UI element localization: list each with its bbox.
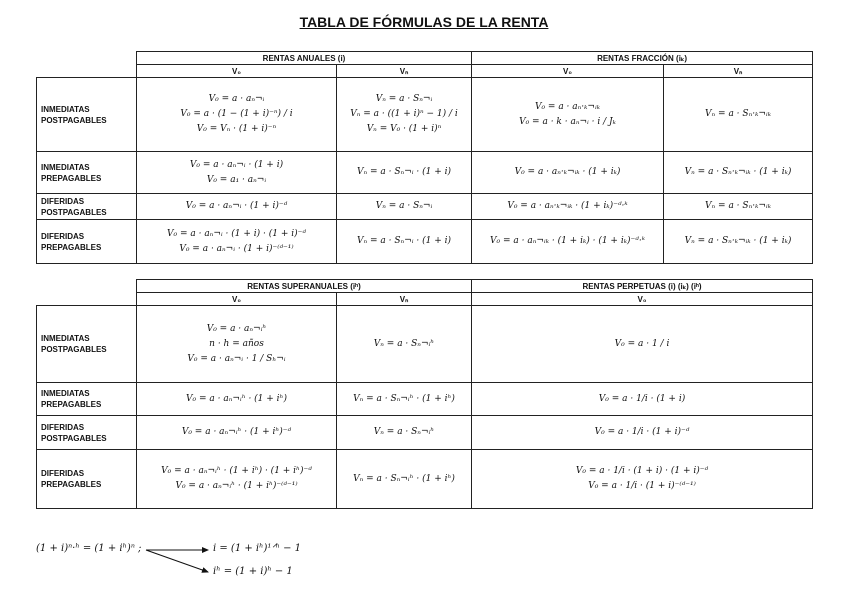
formula: V₀ = a · aₙ¬ᵢ · (1 + i)⁻⁽ᵈ⁻¹⁾ xyxy=(179,243,294,254)
row-label-line: INMEDIATAS xyxy=(41,162,90,172)
row-label-line: DIFERIDAS xyxy=(41,196,85,206)
col-header-vn: Vₙ xyxy=(664,65,813,78)
row-label-line: DIFERIDAS xyxy=(41,231,85,241)
group-header-rentas-fraccion: RENTAS FRACCIÓN (iₖ) xyxy=(472,52,813,65)
formula-ih: iʰ = (1 + i)ʰ − 1 xyxy=(213,566,293,577)
formula: Vₙ = V₀ · (1 + i)ⁿ xyxy=(366,124,442,134)
formula: V₀ = Vₙ · (1 + i)⁻ⁿ xyxy=(196,124,277,134)
row-label-line: POSTPAGABLES xyxy=(41,433,107,443)
formula: V₀ = a · (1 − (1 + i)⁻ⁿ) / i xyxy=(180,109,293,119)
row-label-line: PREPAGABLES xyxy=(41,480,102,489)
col-header-vn: Vₙ xyxy=(337,65,472,78)
formula: V₀ = a · aₙ·ₖ¬ᵢₖ · (1 + iₖ)⁻ᵈ·ᵏ xyxy=(507,201,628,211)
formula: V₀ = a · aₙ·ₖ¬ᵢₖ xyxy=(534,101,601,112)
col-header-vn: Vₙ xyxy=(337,293,472,306)
page-title: TABLA DE FÓRMULAS DE LA RENTA xyxy=(299,14,549,30)
arrow-to-ih xyxy=(146,550,208,572)
group-header-rentas-perpetuas: RENTAS PERPETUAS (i) (iₖ) (iʰ) xyxy=(472,280,813,293)
formula: Vₙ = a · Sₙ¬ᵢʰ xyxy=(373,338,435,349)
formula: V₀ = a · 1/i · (1 + i) xyxy=(598,393,686,404)
formula: V₀ = a · k · aₙ¬ᵢ · i / Jₖ xyxy=(519,116,616,127)
formula: V₀ = a · aₙ¬ᵢʰ · (1 + iʰ) xyxy=(186,393,287,404)
row-label-line: PREPAGABLES xyxy=(41,400,102,409)
formula: V₀ = a · aₙ¬ᵢ · 1 / Sₕ¬ᵢ xyxy=(187,353,286,364)
formula: V₀ = a · aₙ¬ᵢ · (1 + i)⁻ᵈ xyxy=(185,201,288,211)
formula: V₀ = a · aₙ¬ᵢʰ · (1 + iʰ) · (1 + iʰ)⁻ᵈ xyxy=(161,466,312,476)
formula: Vₙ = a · Sₙ¬ᵢ · (1 + i) xyxy=(357,167,451,177)
group-header-rentas-anuales: RENTAS ANUALES (i) xyxy=(137,52,472,65)
row-label-line: PREPAGABLES xyxy=(41,242,102,252)
formula: Vₙ = a · Sₙ·ₖ¬ᵢₖ xyxy=(705,109,771,119)
formula: Vₙ = a · Sₙ¬ᵢ · (1 + i) xyxy=(357,236,451,246)
row-label-line: DIFERIDAS xyxy=(41,422,85,432)
formula: V₀ = a · aₙ¬ᵢₖ · (1 + iₖ) · (1 + iₖ)⁻ᵈ·ᵏ xyxy=(490,236,645,246)
row-label-line: DIFERIDAS xyxy=(41,469,85,478)
formula: Vₙ = a · Sₙ¬ᵢʰ · (1 + iʰ) xyxy=(353,473,455,484)
formula: Vₙ = a · Sₙ¬ᵢ xyxy=(375,94,433,104)
formula: n · h = años xyxy=(209,338,264,349)
row-label-line: INMEDIATAS xyxy=(41,104,90,114)
row-label-line: INMEDIATAS xyxy=(41,334,90,343)
formula: Vₙ = a · Sₙ·ₖ¬ᵢₖ · (1 + iₖ) xyxy=(684,167,792,177)
formula: Vₙ = a · Sₙ¬ᵢʰ · (1 + iʰ) xyxy=(353,393,455,404)
formula: V₀ = a · aₙ¬ᵢʰ · (1 + iʰ)⁻⁽ᵈ⁻¹⁾ xyxy=(175,481,298,491)
formula: Vₙ = a · Sₙ·ₖ¬ᵢₖ xyxy=(705,201,771,211)
formula: V₀ = a · aₙ·ₖ¬ᵢₖ · (1 + iₖ) xyxy=(514,167,621,177)
formula: V₀ = a · aₙ¬ᵢ xyxy=(208,94,265,104)
formula: V₀ = a · 1/i · (1 + i) · (1 + i)⁻ᵈ xyxy=(575,466,709,476)
formula: V₀ = a · 1/i · (1 + i)⁻⁽ᵈ⁻¹⁾ xyxy=(588,481,696,491)
formula: V₀ = a · aₙ¬ᵢ · (1 + i) xyxy=(189,159,284,170)
formula: Vₙ = a · Sₙ¬ᵢʰ xyxy=(373,427,435,437)
formula: Vₙ = a · Sₙ·ₖ¬ᵢₖ · (1 + iₖ) xyxy=(684,236,792,246)
group-header-rentas-superanuales: RENTAS SUPERANUALES (iʰ) xyxy=(137,280,472,293)
formula-i: i = (1 + iʰ)¹ᐟʰ − 1 xyxy=(213,543,302,554)
formula: V₀ = a · aₙ¬ᵢ · (1 + i) · (1 + i)⁻ᵈ xyxy=(167,228,306,239)
formula: Vₙ = a · ((1 + i)ⁿ − 1) / i xyxy=(350,109,458,119)
formula: V₀ = a · aₙ¬ᵢʰ · (1 + iʰ)⁻ᵈ xyxy=(181,427,292,437)
formula: V₀ = a · 1/i · (1 + i)⁻ᵈ xyxy=(594,427,690,437)
formula: V₀ = a₁ · aₙ¬ᵢ xyxy=(206,174,267,185)
rate-equivalence: (1 + i)ⁿ·ʰ = (1 + iʰ)ⁿ ; xyxy=(36,543,142,554)
formula: V₀ = a · aₙ¬ᵢʰ xyxy=(206,323,267,334)
col-header-v0: V₀ xyxy=(472,65,664,78)
row-label-line: PREPAGABLES xyxy=(41,173,102,183)
row-label-line: POSTPAGABLES xyxy=(41,345,107,354)
formula: V₀ = a · 1 / i xyxy=(614,338,670,349)
formula: Vₙ = a · Sₙ¬ᵢ xyxy=(375,201,433,211)
col-header-v0: V₀ xyxy=(472,293,813,306)
row-label-line: INMEDIATAS xyxy=(41,389,90,398)
col-header-v0: V₀ xyxy=(137,293,337,306)
col-header-v0: V₀ xyxy=(137,65,337,78)
row-label-line: POSTPAGABLES xyxy=(41,207,107,217)
row-label-line: POSTPAGABLES xyxy=(41,115,107,125)
